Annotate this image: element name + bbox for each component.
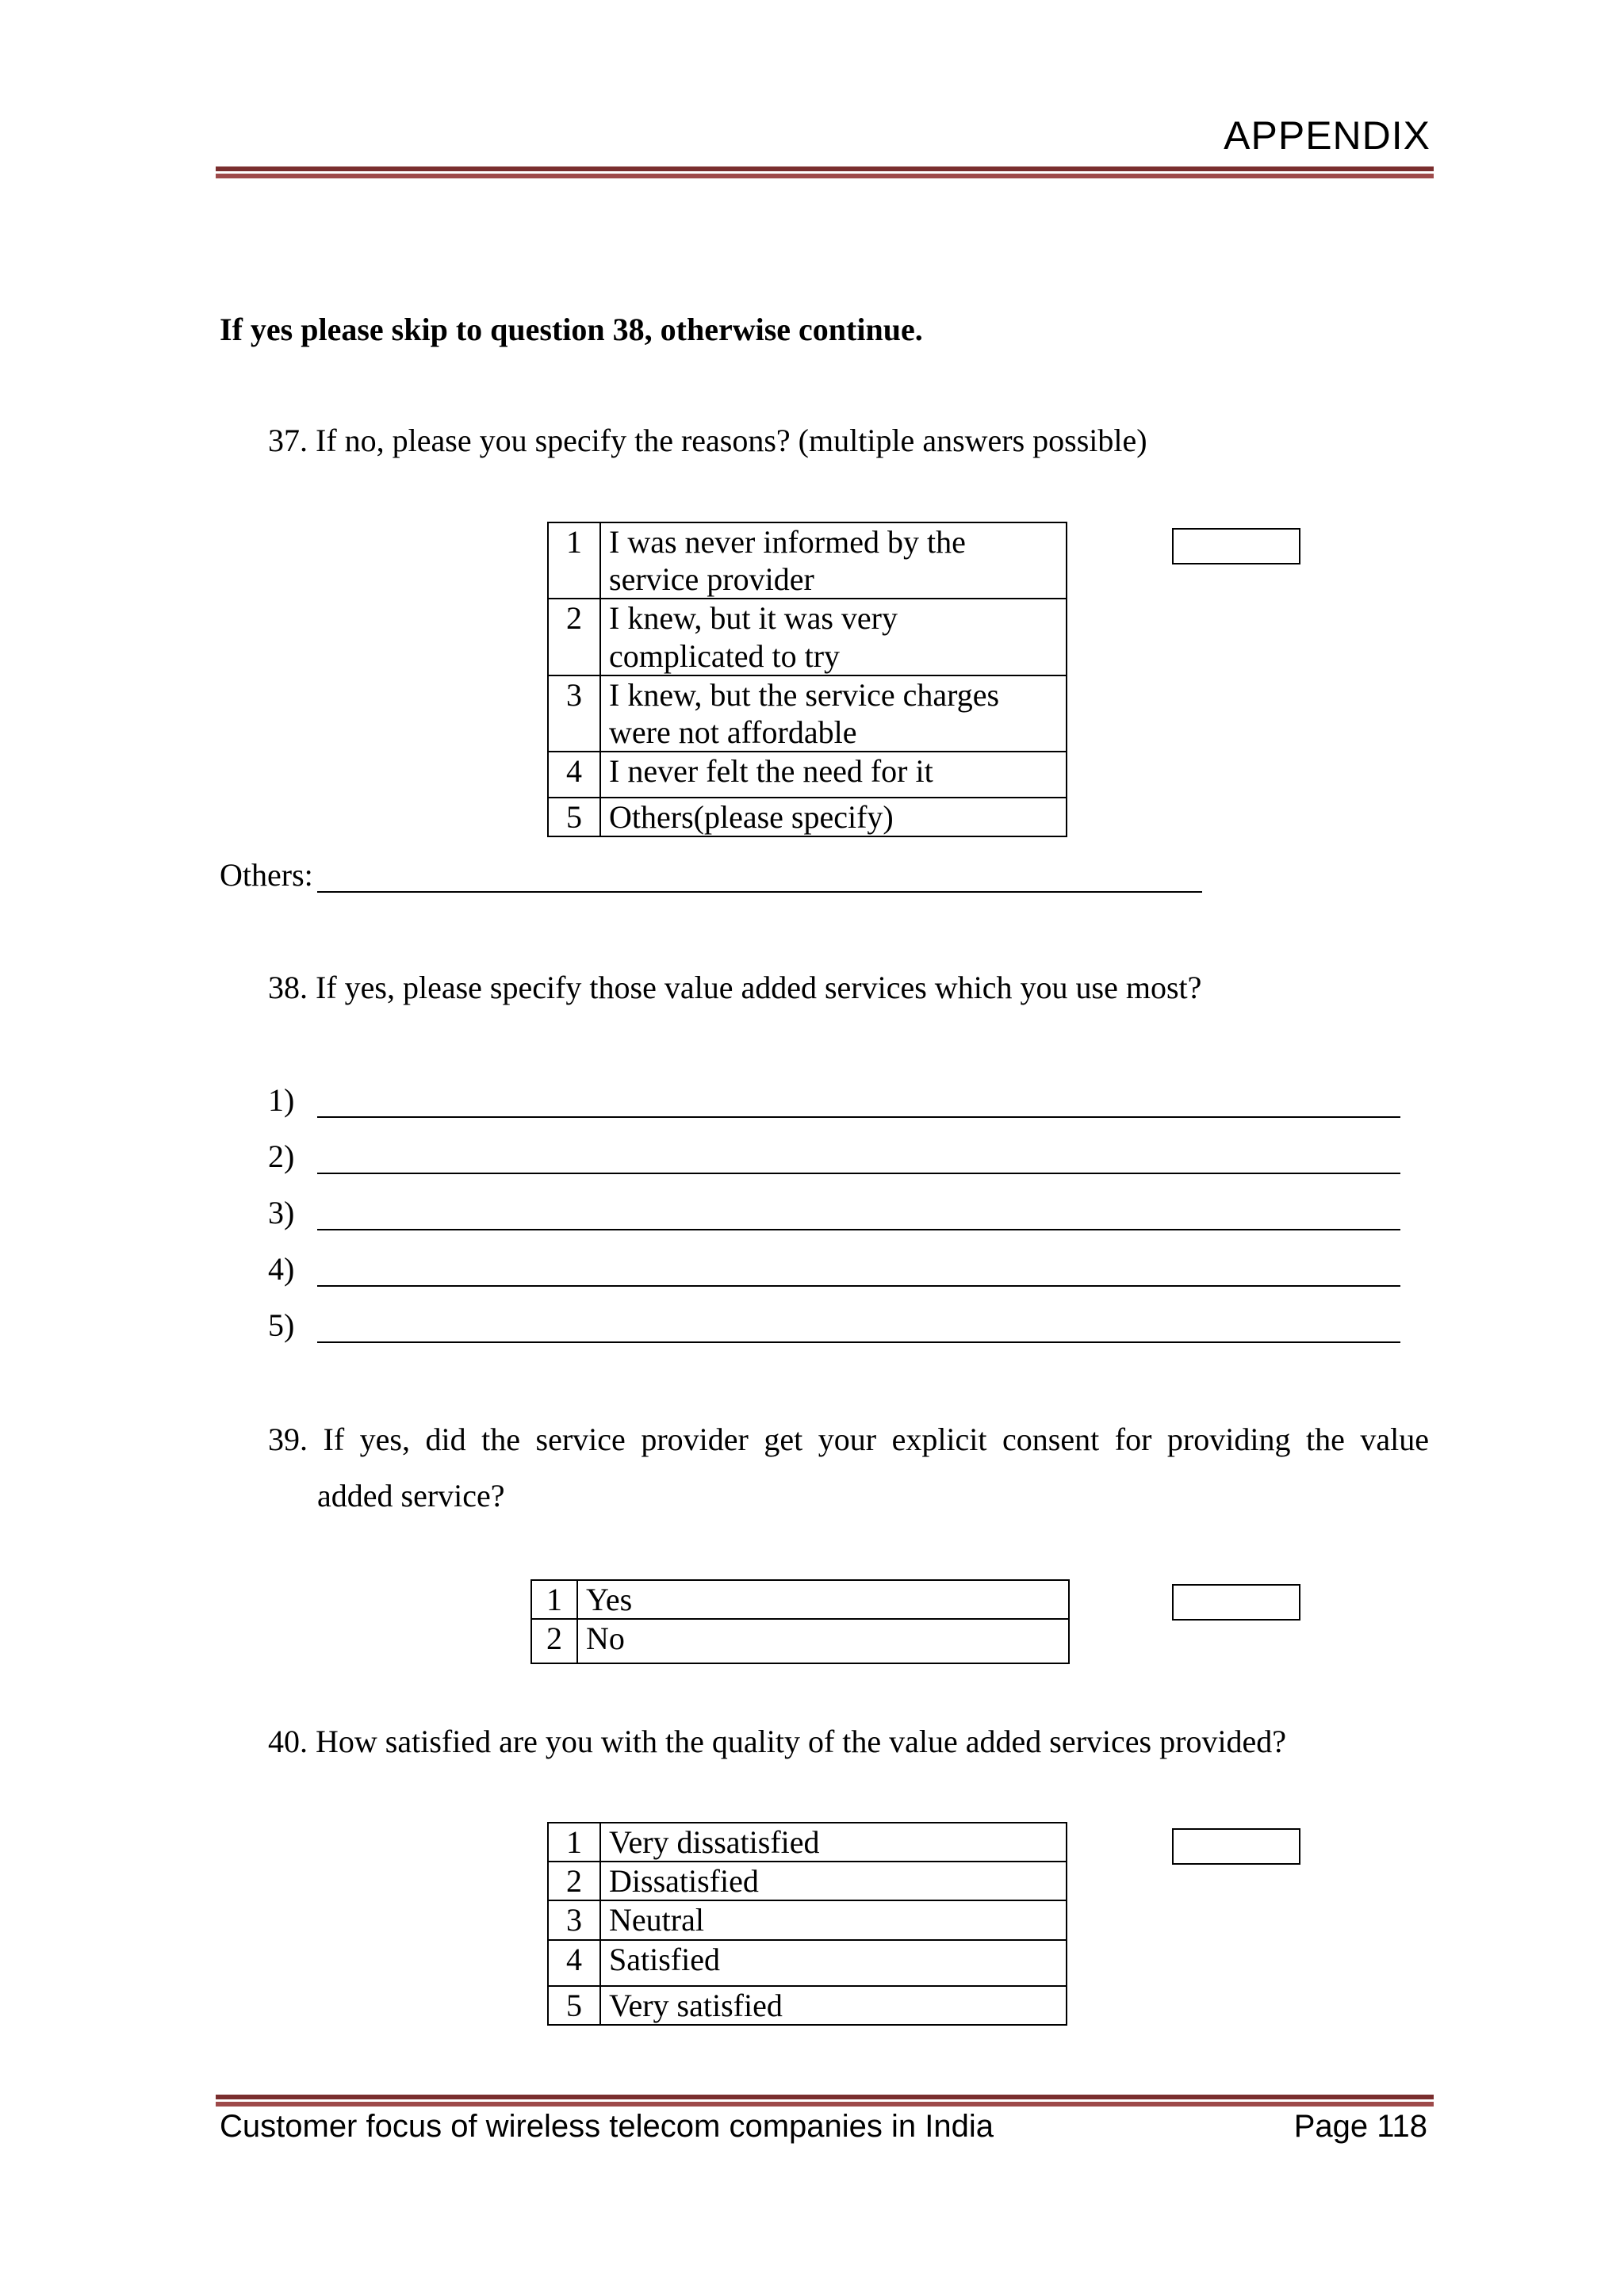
others-answer-line[interactable] [317, 891, 1202, 893]
list-item-number: 5) [268, 1307, 295, 1343]
table-row[interactable] [548, 1940, 1067, 1986]
option-number: 3 [548, 1900, 600, 1939]
option-number: 5 [548, 1986, 600, 2025]
q38-answer-line-3[interactable] [317, 1229, 1400, 1230]
option-number: 5 [548, 798, 600, 836]
page-header-title: APPENDIX [1224, 113, 1431, 158]
footer-rule [216, 2095, 1434, 2107]
q38-answer-line-2[interactable] [317, 1173, 1400, 1174]
list-item-number: 1) [268, 1082, 295, 1118]
option-number: 2 [531, 1619, 577, 1663]
q37-options-table [547, 522, 1067, 837]
header-rule [216, 166, 1434, 178]
question-39-line-1: 39. If yes, did the service provider get your explicit consent for providing the value [268, 1422, 1429, 1457]
option-number: 4 [548, 752, 600, 798]
table-row[interactable] [548, 1986, 1067, 2025]
option-number: 1 [548, 1823, 600, 1862]
skip-instruction: If yes please skip to question 38, otherwise continue. [220, 312, 923, 347]
option-number: 4 [548, 1940, 600, 1986]
option-label: Neutral [600, 1900, 1067, 1939]
list-item-number: 3) [268, 1195, 295, 1230]
q37-answer-box[interactable] [1172, 528, 1300, 564]
q38-answer-line-1[interactable] [317, 1116, 1400, 1118]
q38-answer-line-5[interactable] [317, 1341, 1400, 1343]
option-number: 2 [548, 599, 600, 675]
option-label: Very dissatisfied [600, 1823, 1067, 1862]
option-label: Very satisfied [600, 1986, 1067, 2025]
q39-options-table [530, 1579, 1070, 1664]
footer-document-title: Customer focus of wireless telecom companies in India [220, 2109, 994, 2144]
question-39-line-2: added service? [317, 1478, 505, 1513]
option-label: I knew, but it was very complicated to try [600, 599, 1067, 675]
option-label: No [577, 1619, 1069, 1663]
table-row[interactable] [531, 1619, 1069, 1663]
q40-answer-box[interactable] [1172, 1828, 1300, 1865]
option-label: Dissatisfied [600, 1862, 1067, 1900]
table-row[interactable] [548, 752, 1067, 798]
list-item-number: 2) [268, 1138, 295, 1174]
question-38: 38. If yes, please specify those value added services which you use most? [268, 970, 1202, 1005]
table-row[interactable] [548, 599, 1067, 675]
q40-options-table [547, 1822, 1067, 2026]
table-row[interactable] [548, 798, 1067, 836]
question-40: 40. How satisfied are you with the quality of the value added services provided? [268, 1724, 1287, 1759]
table-row[interactable] [548, 522, 1067, 599]
table-row[interactable] [531, 1580, 1069, 1619]
option-label: Satisfied [600, 1940, 1067, 1986]
option-number: 2 [548, 1862, 600, 1900]
footer-page-number: Page 118 [1293, 2109, 1427, 2144]
option-number: 3 [548, 675, 600, 752]
list-item-number: 4) [268, 1251, 295, 1287]
option-label: Others(please specify) [600, 798, 1067, 836]
option-label: I was never informed by the service provider [600, 522, 1067, 599]
others-label: Others: [220, 857, 313, 893]
q38-answer-line-4[interactable] [317, 1285, 1400, 1287]
table-row[interactable] [548, 675, 1067, 752]
question-37: 37. If no, please you specify the reasons? (multiple answers possible) [268, 423, 1147, 458]
table-row[interactable] [548, 1862, 1067, 1900]
option-label: I never felt the need for it [600, 752, 1067, 798]
option-number: 1 [548, 522, 600, 599]
table-row[interactable] [548, 1900, 1067, 1939]
option-label: I knew, but the service charges were not affordable [600, 675, 1067, 752]
option-label: Yes [577, 1580, 1069, 1619]
option-number: 1 [531, 1580, 577, 1619]
q39-answer-box[interactable] [1172, 1584, 1300, 1621]
table-row[interactable] [548, 1823, 1067, 1862]
